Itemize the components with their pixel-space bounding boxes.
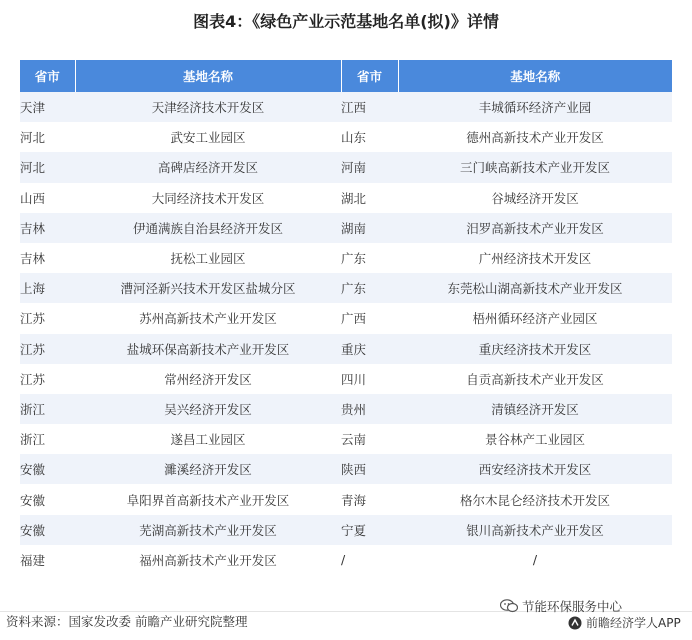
base-name-cell: 抚松工业园区 xyxy=(75,243,341,273)
base-name-cell: 武安工业园区 xyxy=(75,122,341,152)
base-name-cell: 高碑店经济开发区 xyxy=(75,152,341,182)
table-row xyxy=(20,122,672,152)
wechat-icon xyxy=(500,599,518,613)
table-row xyxy=(20,484,672,514)
app-logo-icon xyxy=(568,616,582,630)
province-cell: 广东 xyxy=(341,243,398,273)
province-cell: 重庆 xyxy=(341,334,398,364)
table-row xyxy=(20,394,672,424)
table-row xyxy=(20,183,672,213)
province-cell: 上海 xyxy=(20,273,75,303)
province-cell: 河南 xyxy=(341,152,398,182)
footer xyxy=(0,599,692,632)
table-row xyxy=(20,364,672,394)
base-name-cell: 三门峡高新技术产业开发区 xyxy=(398,152,672,182)
app-credit xyxy=(568,614,681,632)
base-name-cell: / xyxy=(398,545,672,575)
province-cell: / xyxy=(341,545,398,575)
base-name-cell: 天津经济技术开发区 xyxy=(75,92,341,122)
province-cell: 四川 xyxy=(341,364,398,394)
table-row xyxy=(20,213,672,243)
base-name-cell: 遂昌工业园区 xyxy=(75,424,341,454)
base-list-table xyxy=(20,60,672,575)
province-cell: 青海 xyxy=(341,484,398,514)
table-row xyxy=(20,334,672,364)
province-cell: 吉林 xyxy=(20,243,75,273)
wechat-account-name: 节能环保服务中心 xyxy=(522,599,623,614)
province-cell: 福建 xyxy=(20,545,75,575)
province-cell: 河北 xyxy=(20,122,75,152)
base-name-cell: 伊通满族自治县经济开发区 xyxy=(75,213,341,243)
province-cell: 湖南 xyxy=(341,213,398,243)
province-cell: 江苏 xyxy=(20,334,75,364)
base-name-cell: 西安经济技术开发区 xyxy=(398,454,672,484)
source-note: 资料来源：国家发改委 前瞻产业研究院整理 xyxy=(6,614,248,629)
table-row xyxy=(20,515,672,545)
base-name-cell: 盐城环保高新技术产业开发区 xyxy=(75,334,341,364)
base-name-cell: 常州经济开发区 xyxy=(75,364,341,394)
province-cell: 山东 xyxy=(341,122,398,152)
province-cell: 江苏 xyxy=(20,303,75,333)
table-row xyxy=(20,243,672,273)
table-row xyxy=(20,303,672,333)
province-cell: 安徽 xyxy=(20,515,75,545)
base-name-cell: 濉溪经济开发区 xyxy=(75,454,341,484)
province-cell: 广东 xyxy=(341,273,398,303)
province-cell: 天津 xyxy=(20,92,75,122)
table-row xyxy=(20,273,672,303)
table-row xyxy=(20,92,672,122)
base-name-cell: 东莞松山湖高新技术产业开发区 xyxy=(398,273,672,303)
base-name-cell: 景谷林产工业园区 xyxy=(398,424,672,454)
base-name-cell: 汨罗高新技术产业开发区 xyxy=(398,213,672,243)
base-name-cell: 吴兴经济开发区 xyxy=(75,394,341,424)
table-header-row xyxy=(20,60,672,92)
base-name-cell: 自贡高新技术产业开发区 xyxy=(398,364,672,394)
base-name-cell: 格尔木昆仑经济技术开发区 xyxy=(398,484,672,514)
province-cell: 江苏 xyxy=(20,364,75,394)
province-cell: 安徽 xyxy=(20,454,75,484)
province-cell: 宁夏 xyxy=(341,515,398,545)
base-name-cell: 梧州循环经济产业园区 xyxy=(398,303,672,333)
base-name-cell: 重庆经济技术开发区 xyxy=(398,334,672,364)
province-cell: 陕西 xyxy=(341,454,398,484)
header-province: 省市 xyxy=(20,60,75,92)
province-cell: 河北 xyxy=(20,152,75,182)
province-cell: 山西 xyxy=(20,183,75,213)
base-name-cell: 大同经济技术开发区 xyxy=(75,183,341,213)
base-name-cell: 广州经济技术开发区 xyxy=(398,243,672,273)
base-name-cell: 漕河泾新兴技术开发区盐城分区 xyxy=(75,273,341,303)
table-row xyxy=(20,545,672,575)
base-name-cell: 德州高新技术产业开发区 xyxy=(398,122,672,152)
province-cell: 云南 xyxy=(341,424,398,454)
base-name-cell: 芜湖高新技术产业开发区 xyxy=(75,515,341,545)
header-province: 省市 xyxy=(341,60,398,92)
base-name-cell: 银川高新技术产业开发区 xyxy=(398,515,672,545)
province-cell: 广西 xyxy=(341,303,398,333)
table-row xyxy=(20,152,672,182)
base-name-cell: 谷城经济开发区 xyxy=(398,183,672,213)
province-cell: 吉林 xyxy=(20,213,75,243)
province-cell: 浙江 xyxy=(20,424,75,454)
app-name: 前瞻经济学人APP xyxy=(586,616,681,630)
province-cell: 浙江 xyxy=(20,394,75,424)
province-cell: 湖北 xyxy=(341,183,398,213)
province-cell: 江西 xyxy=(341,92,398,122)
base-name-cell: 丰城循环经济产业园 xyxy=(398,92,672,122)
chart-title: 图表4：《绿色产业示范基地名单(拟)》详情 xyxy=(193,12,499,31)
base-name-cell: 福州高新技术产业开发区 xyxy=(75,545,341,575)
province-cell: 贵州 xyxy=(341,394,398,424)
base-name-cell: 清镇经济开发区 xyxy=(398,394,672,424)
table-row xyxy=(20,454,672,484)
header-base-name: 基地名称 xyxy=(75,60,341,92)
base-name-cell: 阜阳界首高新技术产业开发区 xyxy=(75,484,341,514)
province-cell: 安徽 xyxy=(20,484,75,514)
base-name-cell: 苏州高新技术产业开发区 xyxy=(75,303,341,333)
header-base-name: 基地名称 xyxy=(398,60,672,92)
table-row xyxy=(20,424,672,454)
